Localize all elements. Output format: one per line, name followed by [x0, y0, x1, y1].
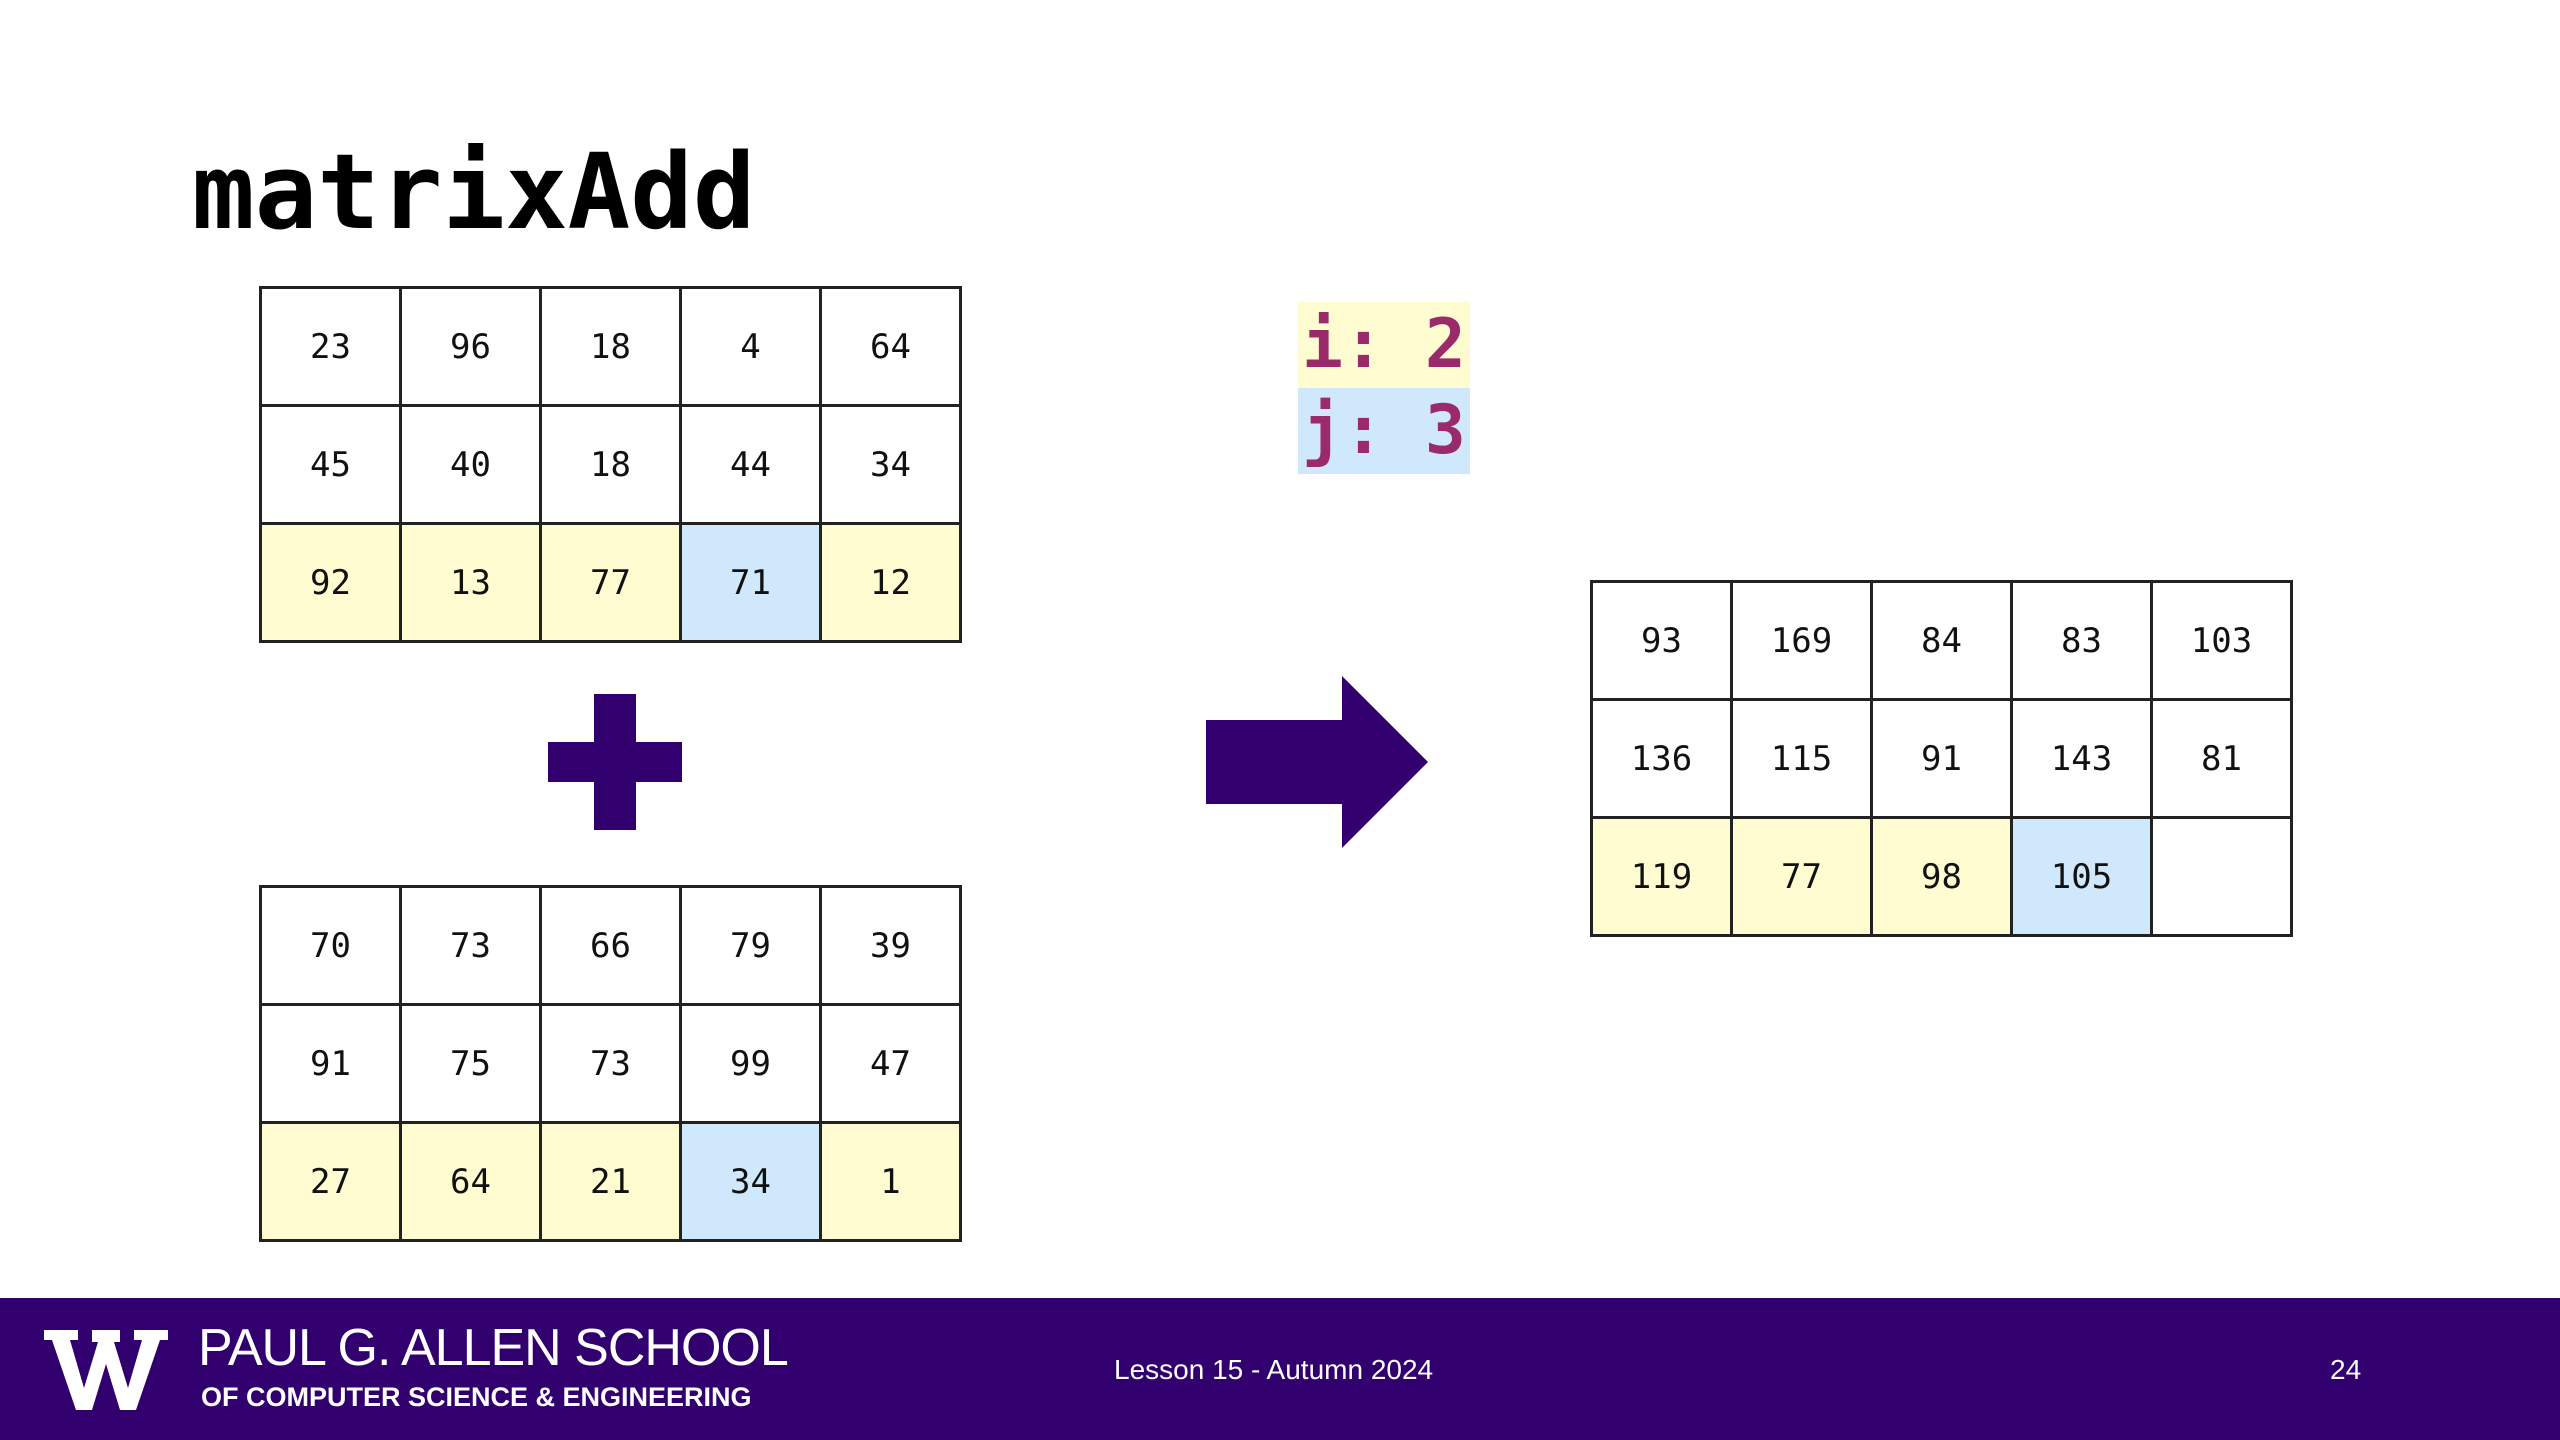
slide-title: matrixAdd	[192, 131, 756, 253]
matrix-cell: 64	[821, 288, 961, 406]
matrix-b	[259, 885, 962, 1242]
matrix-cell: 91	[261, 1005, 401, 1123]
matrix-cell: 77	[1732, 818, 1872, 936]
matrix-cell: 64	[401, 1123, 541, 1241]
matrix-cell: 73	[541, 1005, 681, 1123]
matrix-row	[261, 406, 961, 524]
matrix-cell: 96	[401, 288, 541, 406]
matrix-cell: 4	[681, 288, 821, 406]
matrix-cell: 105	[2012, 818, 2152, 936]
matrix-cell: 92	[261, 524, 401, 642]
matrix-row	[261, 887, 961, 1005]
matrix-cell: 34	[821, 406, 961, 524]
matrix-cell: 39	[821, 887, 961, 1005]
matrix-cell: 115	[1732, 700, 1872, 818]
matrix-cell: 77	[541, 524, 681, 642]
matrix-row	[261, 1005, 961, 1123]
matrix-cell: 84	[1872, 582, 2012, 700]
matrix-cell	[2152, 818, 2292, 936]
matrix-cell: 40	[401, 406, 541, 524]
matrix-cell: 81	[2152, 700, 2292, 818]
matrix-cell: 27	[261, 1123, 401, 1241]
matrix-cell: 169	[1732, 582, 1872, 700]
matrix-cell: 143	[2012, 700, 2152, 818]
matrix-cell: 12	[821, 524, 961, 642]
matrix-cell: 21	[541, 1123, 681, 1241]
matrix-cell: 83	[2012, 582, 2152, 700]
matrix-cell: 44	[681, 406, 821, 524]
matrix-cell: 34	[681, 1123, 821, 1241]
matrix-cell: 1	[821, 1123, 961, 1241]
matrix-cell: 103	[2152, 582, 2292, 700]
matrix-result	[1590, 580, 2293, 937]
school-name: PAUL G. ALLEN SCHOOL	[198, 1319, 788, 1377]
matrix-row	[1592, 700, 2292, 818]
matrix-cell: 47	[821, 1005, 961, 1123]
page-number: 24	[2330, 1354, 2362, 1385]
arrow-right-icon	[1206, 676, 1428, 848]
footer-bar	[0, 1298, 2560, 1440]
uw-logo-icon	[44, 1326, 168, 1412]
matrix-cell: 70	[261, 887, 401, 1005]
index-i-label: i: 2	[1298, 302, 1470, 388]
matrix-a	[259, 286, 962, 643]
matrix-cell: 45	[261, 406, 401, 524]
matrix-row	[261, 1123, 961, 1241]
matrix-cell: 73	[401, 887, 541, 1005]
matrix-cell: 18	[541, 288, 681, 406]
lesson-label: Lesson 15 - Autumn 2024	[1114, 1354, 1434, 1385]
plus-icon	[548, 694, 682, 830]
matrix-cell: 79	[681, 887, 821, 1005]
matrix-row	[1592, 582, 2292, 700]
index-j-label: j: 3	[1298, 388, 1470, 474]
matrix-cell: 99	[681, 1005, 821, 1123]
loop-indices	[1298, 302, 1470, 474]
matrix-cell: 93	[1592, 582, 1732, 700]
matrix-cell: 23	[261, 288, 401, 406]
matrix-cell: 18	[541, 406, 681, 524]
matrix-cell: 71	[681, 524, 821, 642]
matrix-row	[1592, 818, 2292, 936]
matrix-cell: 98	[1872, 818, 2012, 936]
matrix-cell: 75	[401, 1005, 541, 1123]
matrix-cell: 13	[401, 524, 541, 642]
matrix-row	[261, 524, 961, 642]
matrix-cell: 136	[1592, 700, 1732, 818]
matrix-cell: 66	[541, 887, 681, 1005]
matrix-row	[261, 288, 961, 406]
school-subtitle: OF COMPUTER SCIENCE & ENGINEERING	[201, 1382, 752, 1412]
matrix-cell: 119	[1592, 818, 1732, 936]
matrix-cell: 91	[1872, 700, 2012, 818]
